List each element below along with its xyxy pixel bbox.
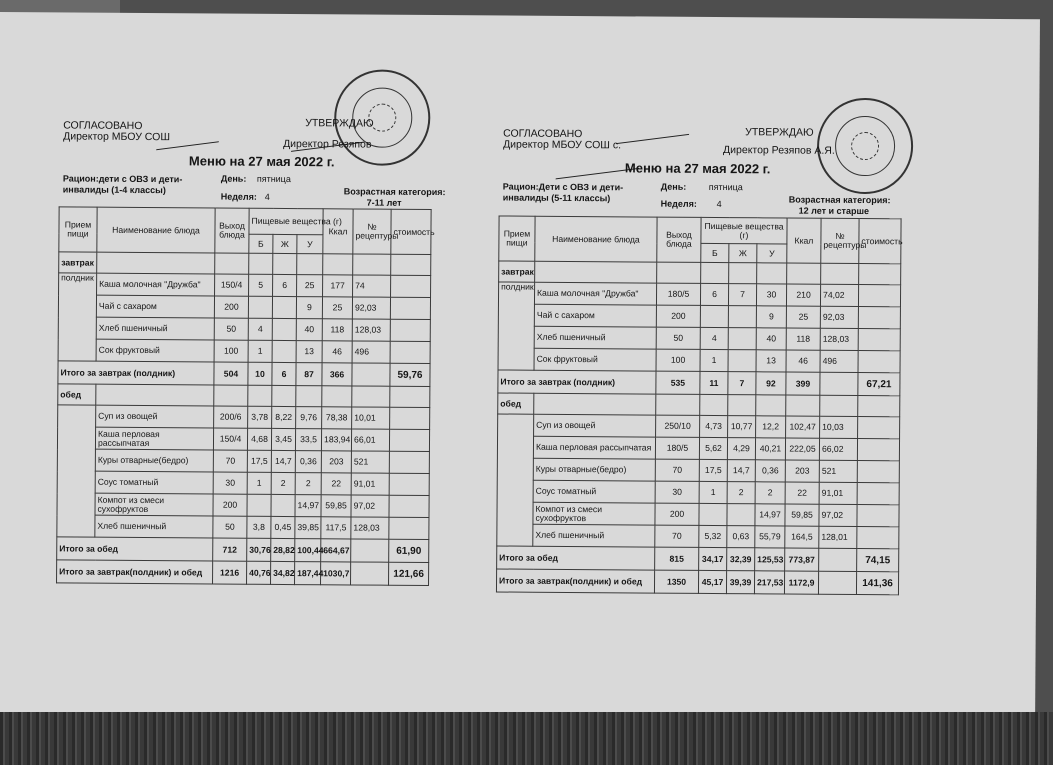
table-row	[59, 273, 431, 298]
total-cost: 74,15	[857, 548, 899, 571]
breakfast-total-row	[58, 361, 430, 387]
dish-recipe: 128,01	[819, 526, 857, 548]
col-carbs: У	[297, 235, 323, 254]
ration-line-1: Рацион:дети с ОВЗ и дети-	[62, 173, 183, 185]
dish-kcal: 25	[322, 297, 352, 319]
dish-yield: 180/5	[656, 283, 700, 305]
table-row	[58, 339, 430, 364]
table-row	[497, 436, 899, 461]
section-row-lunch	[498, 393, 900, 417]
total-protein: 11	[700, 371, 728, 394]
dish-name: Куры отварные(бедро)	[95, 449, 213, 472]
dish-fat: 6	[273, 274, 297, 296]
dish-name: Каша перловая рассыпчатая	[95, 427, 213, 450]
dish-carbs: 13	[756, 350, 786, 372]
dish-recipe: 66,02	[819, 438, 857, 460]
dish-yield: 50	[214, 318, 248, 340]
dish-kcal: 22	[321, 473, 351, 495]
lunch-label: обед	[498, 393, 534, 414]
col-dish: Наименование блюда	[535, 216, 657, 262]
dish-protein: 5,32	[699, 525, 727, 547]
dish-carbs: 33,5	[295, 429, 321, 451]
section-row-breakfast	[59, 252, 431, 276]
dish-yield: 70	[655, 459, 699, 481]
dish-protein: 6	[700, 283, 728, 305]
col-fat: Ж	[273, 234, 297, 253]
dish-protein: 3,78	[248, 406, 272, 428]
menu-table	[496, 215, 902, 595]
dish-fat: 10,77	[728, 416, 756, 438]
total-label: Итого за обед	[497, 546, 655, 570]
dish-kcal: 222,05	[785, 438, 819, 460]
snack-label: полдник	[58, 273, 97, 361]
total-carbs: 125,53	[755, 548, 785, 571]
dish-name: Компот из смеси сухофруктов	[533, 502, 655, 525]
table-row	[57, 493, 429, 518]
dish-recipe: 91,01	[819, 482, 857, 504]
lunch-total-row	[497, 546, 899, 572]
dish-name: Каша молочная "Дружба"	[97, 273, 215, 296]
total-label: Итого за завтрак (полдник)	[58, 361, 214, 385]
breakfast-total-row	[498, 370, 900, 396]
dish-carbs: 12,2	[756, 416, 786, 438]
dish-name: Соус томатный	[533, 480, 655, 503]
total-fat: 7	[728, 372, 756, 395]
dish-carbs: 2	[295, 473, 321, 495]
col-kcal: Ккал	[787, 218, 821, 263]
dish-fat	[271, 494, 295, 516]
dish-fat: 0,63	[727, 526, 755, 548]
table-row	[498, 414, 900, 439]
dish-kcal: 59,85	[785, 504, 819, 526]
breakfast-label: завтрак	[59, 252, 97, 273]
table-row	[497, 480, 899, 505]
signature-mark	[616, 120, 692, 144]
total-cost: 67,21	[858, 372, 900, 395]
breakfast-label: завтрак	[499, 261, 535, 282]
dish-carbs: 9	[756, 306, 786, 328]
dish-recipe: 97,02	[351, 495, 389, 517]
dish-recipe: 10,01	[352, 407, 390, 429]
col-yield: Выход блюда	[215, 208, 249, 253]
dish-fat	[728, 350, 756, 372]
dish-protein: 5	[249, 274, 273, 296]
dish-carbs: 2	[755, 482, 785, 504]
approve-director: Директор Резяпов А.Я.	[723, 144, 835, 157]
dish-fat	[728, 328, 756, 350]
col-recipe: № рецептуры	[821, 218, 859, 263]
dish-kcal: 210	[786, 284, 820, 306]
total-label: Итого за завтрак(полдник) и обед	[57, 560, 213, 584]
approve-label: УТВЕРЖДАЮ	[305, 117, 374, 130]
total-yield: 1350	[654, 570, 698, 593]
dish-yield: 250/10	[656, 415, 700, 437]
dish-carbs: 14,97	[295, 495, 321, 517]
dish-kcal: 118	[322, 319, 352, 341]
dish-yield: 100	[214, 340, 248, 362]
dish-fat: 2	[727, 482, 755, 504]
dish-recipe: 521	[351, 451, 389, 473]
agreed-label: СОГЛАСОВАНО	[63, 119, 143, 132]
dish-fat: 14,7	[271, 450, 295, 472]
dish-protein: 3,8	[247, 516, 271, 538]
dish-yield: 50	[656, 327, 700, 349]
dish-yield: 200	[214, 296, 248, 318]
dish-kcal: 183,94	[321, 429, 351, 451]
col-yield: Выход блюда	[657, 217, 701, 262]
agreed-director: Директор МБОУ СОШ с.	[503, 138, 622, 152]
dish-protein	[247, 494, 271, 516]
agreed-director: Директор МБОУ СОШ	[63, 130, 171, 144]
table-row	[58, 405, 430, 430]
table-row	[498, 348, 900, 373]
age-value: 12 лет и старше	[798, 205, 870, 217]
agreed-label: СОГЛАСОВАНО	[503, 127, 583, 141]
table-row	[57, 515, 429, 540]
dish-fat: 7	[728, 284, 756, 306]
day-label: День:	[660, 181, 687, 192]
dish-kcal: 78,38	[322, 407, 352, 429]
table-row	[498, 326, 900, 351]
snack-label: полдник	[498, 282, 535, 370]
dish-protein: 1	[699, 481, 727, 503]
menu-title: Меню на 27 мая 2022 г.	[624, 160, 771, 177]
dish-yield: 200/6	[214, 406, 248, 428]
scanner-edge-noise	[0, 712, 1053, 765]
dish-carbs: 55,79	[755, 526, 785, 548]
dish-kcal: 46	[786, 350, 820, 372]
total-label: Итого за завтрак (полдник)	[498, 370, 656, 394]
section-row-lunch	[58, 384, 430, 408]
dish-carbs: 40	[296, 319, 322, 341]
dish-protein	[700, 305, 728, 327]
table-row	[497, 458, 899, 483]
dish-recipe: 128,03	[820, 328, 858, 350]
col-meal: Прием пищи	[499, 216, 535, 261]
col-protein: Б	[701, 243, 729, 262]
dish-kcal: 164,5	[785, 526, 819, 548]
dish-name: Каша перловая рассыпчатая	[533, 436, 655, 459]
total-protein: 45,17	[698, 570, 726, 593]
week-value: 4	[716, 199, 722, 210]
total-protein: 30,76	[247, 538, 271, 561]
total-protein: 10	[248, 362, 272, 385]
col-meal: Прием пищи	[59, 207, 97, 252]
dish-kcal: 177	[323, 275, 353, 297]
dish-yield: 70	[213, 450, 247, 472]
dish-kcal: 59,85	[321, 495, 351, 517]
total-fat: 39,39	[726, 571, 754, 594]
table-row	[57, 427, 429, 452]
total-kcal: 366	[322, 363, 352, 386]
ration-line-2: инвалиды (1-4 классы)	[62, 184, 166, 196]
dish-kcal: 22	[785, 482, 819, 504]
dish-protein: 1	[700, 349, 728, 371]
dish-protein: 17,5	[247, 450, 271, 472]
dish-name: Каша молочная "Дружба"	[534, 282, 656, 305]
dish-recipe: 128,03	[351, 517, 389, 539]
dish-yield: 150/4	[213, 428, 247, 450]
dish-fat: 4,29	[727, 438, 755, 460]
dish-yield: 30	[655, 481, 699, 503]
total-label: Итого за обед	[57, 537, 213, 561]
dish-yield: 50	[213, 516, 247, 538]
dish-name: Соус томатный	[95, 471, 213, 494]
total-carbs: 92	[756, 372, 786, 395]
dish-name: Чай с сахаром	[534, 304, 656, 327]
total-fat: 28,82	[271, 538, 295, 561]
dish-yield: 150/4	[215, 274, 249, 296]
dish-yield: 180/5	[655, 437, 699, 459]
dish-protein: 5,62	[699, 437, 727, 459]
total-carbs: 100,44	[295, 539, 321, 562]
day-value: пятница	[708, 181, 743, 193]
dish-protein: 4	[248, 318, 272, 340]
dish-carbs: 0,36	[295, 451, 321, 473]
dish-recipe: 496	[352, 341, 390, 363]
lunch-total-row	[57, 537, 429, 563]
dish-fat: 3,45	[271, 428, 295, 450]
dish-protein: 4,73	[700, 415, 728, 437]
week-label: Неделя:	[220, 191, 257, 202]
dish-fat	[272, 340, 296, 362]
dish-recipe: 74	[353, 275, 391, 297]
dish-carbs: 25	[297, 275, 323, 297]
dish-kcal: 102,47	[786, 416, 820, 438]
dish-fat	[272, 296, 296, 318]
dish-carbs: 14,97	[755, 504, 785, 526]
menu-table	[56, 206, 435, 586]
table-row	[58, 295, 430, 320]
dish-fat: 14,7	[727, 460, 755, 482]
dish-recipe: 521	[819, 460, 857, 482]
table-row	[497, 502, 899, 527]
ration-line-2: инвалиды (5-11 классы)	[502, 192, 611, 204]
total-kcal: 773,87	[785, 548, 819, 571]
table-row	[58, 317, 430, 342]
dish-yield: 200	[655, 503, 699, 525]
age-value: 7-11 лет	[366, 197, 402, 208]
dish-recipe: 91,01	[351, 473, 389, 495]
total-cost: 59,76	[390, 363, 430, 386]
dish-protein: 17,5	[699, 459, 727, 481]
total-yield: 535	[656, 371, 700, 394]
header-row	[499, 216, 901, 245]
dish-protein	[248, 296, 272, 318]
dish-recipe: 10,03	[820, 416, 858, 438]
dish-fat	[272, 318, 296, 340]
dish-name: Суп из овощей	[534, 414, 656, 437]
dish-kcal: 117,5	[321, 517, 351, 539]
total-kcal: 1172,9	[784, 571, 818, 594]
dish-protein: 1	[247, 472, 271, 494]
grand-total-row	[496, 569, 898, 595]
total-kcal: 664,67	[321, 539, 351, 562]
dish-name: Компот из смеси сухофруктов	[95, 493, 213, 516]
dish-kcal: 203	[321, 451, 351, 473]
total-carbs: 87	[296, 363, 322, 386]
dish-recipe: 496	[820, 350, 858, 372]
total-carbs: 217,53	[754, 571, 784, 594]
dish-yield: 70	[655, 525, 699, 547]
total-carbs: 187,44	[295, 562, 321, 585]
dish-name: Хлеб пшеничный	[95, 515, 213, 538]
dish-recipe: 97,02	[819, 504, 857, 526]
col-dish: Наименование блюда	[97, 207, 215, 253]
dish-yield: 100	[656, 349, 700, 371]
col-protein: Б	[249, 234, 273, 253]
dish-kcal: 46	[322, 341, 352, 363]
dish-recipe: 66,01	[351, 429, 389, 451]
col-cost: стоимость	[391, 209, 431, 254]
dish-fat: 0,45	[271, 516, 295, 538]
lunch-label: обед	[58, 384, 96, 405]
total-yield: 712	[213, 538, 247, 561]
total-protein: 34,17	[699, 547, 727, 570]
dish-yield: 200	[213, 494, 247, 516]
dish-name: Куры отварные(бедро)	[533, 458, 655, 481]
dish-fat: 8,22	[272, 406, 296, 428]
total-fat: 32,39	[727, 548, 755, 571]
dish-recipe: 128,03	[352, 319, 390, 341]
dish-fat: 2	[271, 472, 295, 494]
dish-name: Хлеб пшеничный	[533, 524, 655, 547]
col-nutrients: Пищевые вещества (г)	[249, 208, 323, 235]
table-row	[57, 449, 429, 474]
dish-recipe: 92,03	[352, 297, 390, 319]
dish-carbs: 39,85	[295, 517, 321, 539]
col-nutrients: Пищевые вещества (г)	[701, 217, 787, 244]
total-fat: 6	[272, 362, 296, 385]
dish-protein: 4,68	[247, 428, 271, 450]
table-row	[498, 304, 900, 329]
week-label: Неделя:	[660, 198, 697, 209]
dish-recipe: 92,03	[820, 306, 858, 328]
week-value: 4	[264, 191, 270, 202]
total-cost: 121,66	[389, 562, 429, 585]
total-kcal: 1030,7	[321, 562, 351, 585]
dish-protein	[699, 503, 727, 525]
total-yield: 504	[214, 362, 248, 385]
dish-kcal: 118	[786, 328, 820, 350]
col-fat: Ж	[729, 244, 757, 263]
menu-title: Меню на 27 мая 2022 г.	[188, 153, 335, 170]
total-label: Итого за завтрак(полдник) и обед	[496, 569, 654, 593]
dish-yield: 200	[656, 305, 700, 327]
dish-kcal: 203	[785, 460, 819, 482]
col-kcal: Ккал	[323, 209, 353, 254]
col-cost: стоимость	[859, 219, 901, 264]
dish-name: Хлеб пшеничный	[96, 317, 214, 340]
col-recipe: № рецептуры	[353, 209, 391, 254]
table-row	[57, 471, 429, 496]
scanned-document	[0, 12, 1040, 729]
total-yield: 1216	[213, 561, 247, 584]
dish-fat	[728, 306, 756, 328]
total-yield: 815	[655, 547, 699, 570]
total-kcal: 399	[786, 372, 820, 395]
total-protein: 40,76	[247, 561, 271, 584]
dish-carbs: 40,21	[755, 438, 785, 460]
ration-line-1: Рацион:Дети с ОВЗ и дети-	[502, 181, 624, 193]
total-cost: 61,90	[389, 539, 429, 562]
dish-name: Чай с сахаром	[96, 295, 214, 318]
dish-carbs: 40	[756, 328, 786, 350]
table-row	[498, 282, 900, 307]
table-row	[497, 524, 899, 549]
dish-name: Сок фруктовый	[534, 348, 656, 371]
total-cost: 141,36	[856, 571, 898, 594]
header-row	[59, 207, 431, 236]
dish-name: Сок фруктовый	[96, 339, 214, 362]
dish-fat	[727, 504, 755, 526]
dish-carbs: 0,36	[755, 460, 785, 482]
dish-protein: 4	[700, 327, 728, 349]
dish-recipe: 74,02	[820, 284, 858, 306]
approve-label: УТВЕРЖДАЮ	[745, 126, 814, 139]
dish-yield: 30	[213, 472, 247, 494]
approve-director: Директор Резяпов	[283, 137, 372, 151]
dish-name: Хлеб пшеничный	[534, 326, 656, 349]
day-label: День:	[220, 173, 247, 184]
age-label: Возрастная категория:	[788, 194, 891, 206]
dish-name: Суп из овощей	[96, 405, 214, 428]
dish-protein: 1	[248, 340, 272, 362]
age-label: Возрастная категория:	[343, 186, 446, 198]
dish-carbs: 30	[756, 284, 786, 306]
total-fat: 34,82	[271, 561, 295, 584]
section-row-breakfast	[499, 261, 901, 285]
col-carbs: У	[757, 244, 787, 263]
day-value: пятница	[256, 173, 291, 185]
dish-kcal: 25	[786, 306, 820, 328]
dish-carbs: 9,76	[296, 407, 322, 429]
grand-total-row	[57, 560, 429, 586]
dish-carbs: 13	[296, 341, 322, 363]
dish-carbs: 9	[296, 297, 322, 319]
